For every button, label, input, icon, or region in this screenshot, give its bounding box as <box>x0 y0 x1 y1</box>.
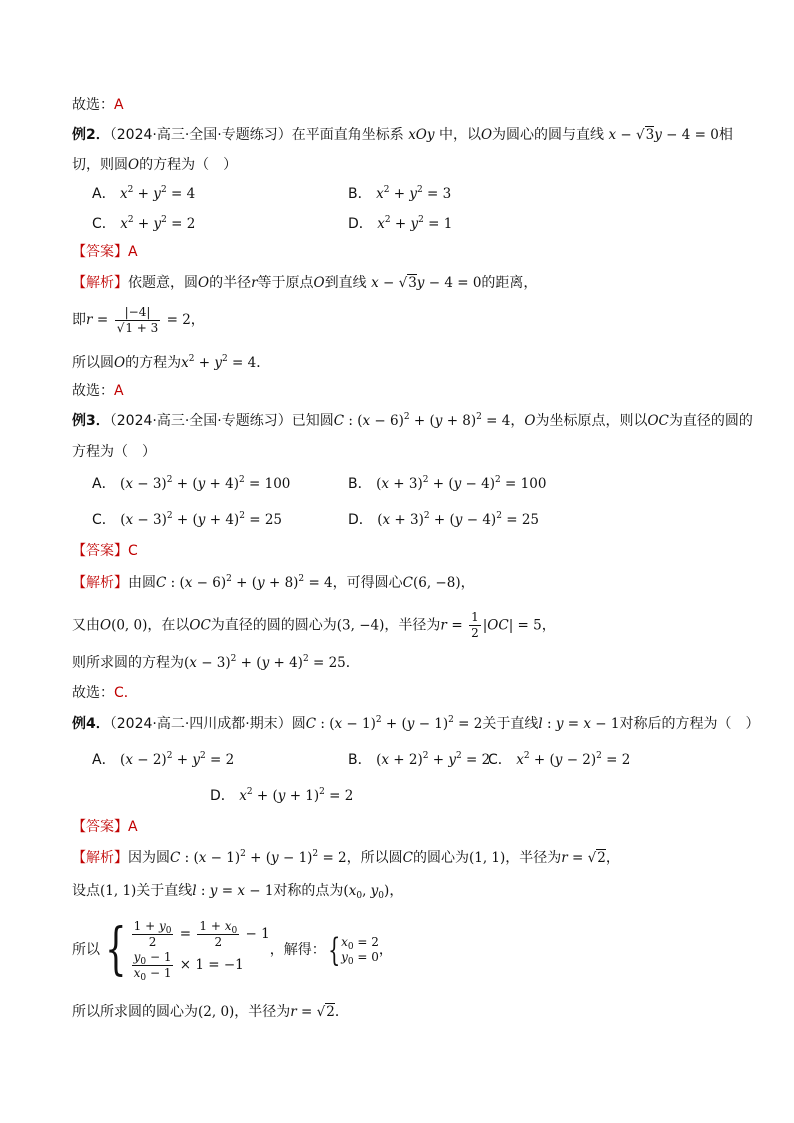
ex4-number: 例4． <box>72 716 110 732</box>
ex4-option-a: A． $(x - 2)^2 + y^2 = 2$ <box>92 751 235 768</box>
ex4-question-line1: 例4．（2024·高二·四川成都·期末）圆C : $(x - 1)^2 + (y - 1)^2 = 2$关于直线l : y = x − 1对称后的方程为（ ） <box>72 715 760 732</box>
ex2-question-line2: 切，则圆O的方程为（ ） <box>72 157 238 173</box>
ex2-analysis-line3: 所以圆O的方程为$x^2 + y^2 = 4$． <box>72 354 271 371</box>
ex2-conclusion: 故选：A <box>72 383 124 399</box>
ex2-option-d: D． $x^2 + y^2 = 1$ <box>348 215 453 232</box>
ex2-analysis-line2: 即r = $\frac{|-4|}{√1 + 3}$ = 2， <box>72 304 205 335</box>
ex3-analysis-line3: 则所求圆的方程为$(x - 3)^2 + (y + 4)^2 = 25$． <box>72 654 360 671</box>
ex3-question-line1: 例3．（2024·高三·全国·专题练习）已知圆C : $(x - 6)^2 + (y + 8)^2 = 4$，O为坐标原点，则以OC为直径的圆的 <box>72 412 753 429</box>
ex3-option-c: C． $(x - 3)^2 + (y + 4)^2 = 25$ <box>92 511 282 528</box>
ex4-option-c: C． $x^2 + (y - 2)^2 = 2$ <box>488 751 631 768</box>
ex2-answer: 【答案】A <box>72 244 138 260</box>
intro-conclusion: 故选：A <box>72 97 124 113</box>
ex4-analysis-line1: 【解析】因为圆C : $(x - 1)^2 + (y - 1)^2 = 2$，所以圆C的圆心为(1, 1)，半径为r = √2， <box>72 849 620 866</box>
ex3-analysis-line2: 又由O(0, 0)，在以OC为直径的圆的圆心为(3, −4)，半径为r = $\frac{1}{2}$ |OC| = 5， <box>72 610 556 640</box>
ex3-answer: 【答案】C <box>72 543 138 559</box>
ex3-number: 例3． <box>72 413 110 429</box>
ex3-option-b: B． $(x + 3)^2 + (y - 4)^2 = 100$ <box>348 475 547 492</box>
ex2-number: 例2． <box>72 127 110 143</box>
intro-answer: A <box>114 97 124 113</box>
ex2-analysis-line1: 【解析】依题意，圆O的半径r等于原点O到直线 x − √3y − 4 = 0的距离， <box>72 275 538 291</box>
ex2-option-a: A． $x^2 + y^2 = 4$ <box>92 185 196 202</box>
ex3-source: （2024·高三·全国·专题练习） <box>109 413 292 429</box>
ex4-option-d: D． $x^2 + (y + 1)^2 = 2$ <box>210 787 354 804</box>
ex2-source: （2024·高三·全国·专题练习） <box>109 127 292 143</box>
ex2-option-b: B． $x^2 + y^2 = 3$ <box>348 185 452 202</box>
ex4-analysis-line3: 所以{ $\frac{1 + y_0}{2}$ = $\frac{1 + x_0}{2}$ − 1 $\frac{y_0 - 1}{x_0 - 1}$ × 1 = −1 ，解得：{ $x_0 = 2$ $y_0 = 0$ ， <box>72 917 393 983</box>
ex3-analysis-line1: 【解析】由圆C : $(x - 6)^2 + (y + 8)^2 = 4$，可得圆心C(6, −8)， <box>72 574 475 591</box>
ex4-source: （2024·高二·四川成都·期末） <box>109 716 292 732</box>
ex2-option-c: C． $x^2 + y^2 = 2$ <box>92 215 196 232</box>
ex3-question-line2: 方程为（ ） <box>72 444 156 460</box>
ex4-analysis-line4: 所以所求圆的圆心为(2, 0)，半径为r = √2． <box>72 1004 349 1020</box>
ex2-question-line1: 例2．（2024·高三·全国·专题练习）在平面直角坐标系 xOy 中，以O为圆心的圆与直线 x − √3y − 4 = 0相 <box>72 127 733 143</box>
ex3-option-d: D． $(x + 3)^2 + (y - 4)^2 = 25$ <box>348 511 539 528</box>
ex4-option-b: B． $(x + 2)^2 + y^2 = 2$ <box>348 751 491 768</box>
ex4-answer: 【答案】A <box>72 819 138 835</box>
ex3-option-a: A． $(x - 3)^2 + (y + 4)^2 = 100$ <box>92 475 291 492</box>
ex3-conclusion: 故选：C． <box>72 685 138 701</box>
ex4-analysis-line2: 设点(1, 1)关于直线l : y = x − 1对称的点为($x_0$, $y_0$)， <box>72 883 404 901</box>
